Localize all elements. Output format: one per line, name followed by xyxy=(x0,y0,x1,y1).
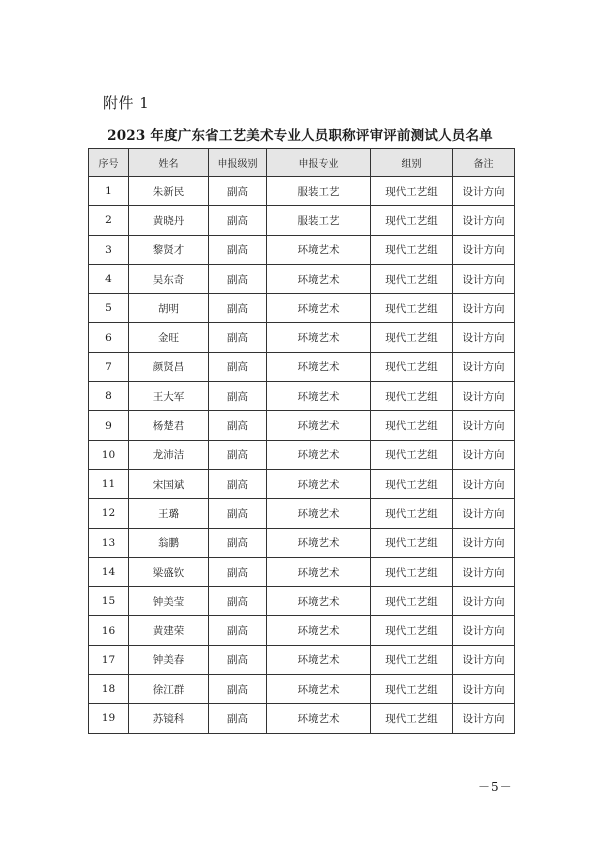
cell-remark: 设计方向 xyxy=(453,469,515,498)
cell-level: 副高 xyxy=(209,382,267,411)
cell-remark: 设计方向 xyxy=(453,557,515,586)
cell-name: 黄晓丹 xyxy=(129,206,209,235)
attachment-label: 附件 1 xyxy=(103,94,150,112)
cell-group: 现代工艺组 xyxy=(371,645,453,674)
cell-index: 16 xyxy=(89,616,129,645)
cell-group: 现代工艺组 xyxy=(371,616,453,645)
page-number: －5－ xyxy=(478,780,513,794)
cell-group: 现代工艺组 xyxy=(371,704,453,733)
table-row xyxy=(89,528,515,557)
cell-name: 苏镜科 xyxy=(129,704,209,733)
cell-specialty: 环境艺术 xyxy=(267,499,371,528)
cell-name: 龙沛洁 xyxy=(129,440,209,469)
cell-group: 现代工艺组 xyxy=(371,323,453,352)
cell-group: 现代工艺组 xyxy=(371,499,453,528)
table-row xyxy=(89,499,515,528)
cell-remark: 设计方向 xyxy=(453,323,515,352)
cell-index: 14 xyxy=(89,557,129,586)
cell-index: 15 xyxy=(89,587,129,616)
roster-table xyxy=(88,148,515,734)
table-row xyxy=(89,557,515,586)
table-row xyxy=(89,469,515,498)
table-row xyxy=(89,177,515,206)
cell-specialty: 环境艺术 xyxy=(267,587,371,616)
cell-level: 副高 xyxy=(209,177,267,206)
cell-name: 梁盛钦 xyxy=(129,557,209,586)
cell-index: 9 xyxy=(89,411,129,440)
cell-name: 黎贤才 xyxy=(129,235,209,264)
table-row xyxy=(89,382,515,411)
cell-remark: 设计方向 xyxy=(453,294,515,323)
cell-index: 7 xyxy=(89,352,129,381)
table-body xyxy=(89,177,515,734)
cell-level: 副高 xyxy=(209,352,267,381)
cell-specialty: 环境艺术 xyxy=(267,440,371,469)
cell-name: 杨楚君 xyxy=(129,411,209,440)
cell-name: 黄建荣 xyxy=(129,616,209,645)
cell-level: 副高 xyxy=(209,616,267,645)
cell-specialty: 环境艺术 xyxy=(267,675,371,704)
cell-specialty: 环境艺术 xyxy=(267,616,371,645)
cell-group: 现代工艺组 xyxy=(371,177,453,206)
cell-name: 徐江群 xyxy=(129,675,209,704)
cell-group: 现代工艺组 xyxy=(371,352,453,381)
cell-name: 胡明 xyxy=(129,294,209,323)
cell-level: 副高 xyxy=(209,264,267,293)
cell-specialty: 环境艺术 xyxy=(267,323,371,352)
cell-specialty: 环境艺术 xyxy=(267,235,371,264)
cell-level: 副高 xyxy=(209,206,267,235)
cell-name: 宋国斌 xyxy=(129,469,209,498)
cell-remark: 设计方向 xyxy=(453,704,515,733)
document-title: 2023 年度广东省工艺美术专业人员职称评审评前测试人员名单 xyxy=(107,128,493,144)
cell-specialty: 服装工艺 xyxy=(267,177,371,206)
table-header-row xyxy=(89,149,515,177)
column-header-remark: 备注 xyxy=(453,149,515,177)
cell-remark: 设计方向 xyxy=(453,411,515,440)
cell-group: 现代工艺组 xyxy=(371,587,453,616)
cell-index: 1 xyxy=(89,177,129,206)
cell-level: 副高 xyxy=(209,528,267,557)
cell-level: 副高 xyxy=(209,704,267,733)
cell-level: 副高 xyxy=(209,323,267,352)
cell-remark: 设计方向 xyxy=(453,382,515,411)
cell-remark: 设计方向 xyxy=(453,440,515,469)
cell-name: 颜贤昌 xyxy=(129,352,209,381)
cell-index: 12 xyxy=(89,499,129,528)
cell-name: 吴东奇 xyxy=(129,264,209,293)
column-header-group: 组别 xyxy=(371,149,453,177)
cell-index: 11 xyxy=(89,469,129,498)
cell-remark: 设计方向 xyxy=(453,206,515,235)
cell-remark: 设计方向 xyxy=(453,587,515,616)
cell-level: 副高 xyxy=(209,411,267,440)
cell-index: 6 xyxy=(89,323,129,352)
cell-name: 王大军 xyxy=(129,382,209,411)
cell-specialty: 环境艺术 xyxy=(267,645,371,674)
cell-specialty: 环境艺术 xyxy=(267,704,371,733)
cell-remark: 设计方向 xyxy=(453,235,515,264)
cell-level: 副高 xyxy=(209,499,267,528)
table-row xyxy=(89,264,515,293)
cell-level: 副高 xyxy=(209,469,267,498)
cell-specialty: 环境艺术 xyxy=(267,352,371,381)
cell-group: 现代工艺组 xyxy=(371,294,453,323)
cell-specialty: 服装工艺 xyxy=(267,206,371,235)
cell-level: 副高 xyxy=(209,675,267,704)
cell-group: 现代工艺组 xyxy=(371,264,453,293)
cell-index: 10 xyxy=(89,440,129,469)
cell-group: 现代工艺组 xyxy=(371,235,453,264)
cell-remark: 设计方向 xyxy=(453,499,515,528)
cell-specialty: 环境艺术 xyxy=(267,557,371,586)
cell-group: 现代工艺组 xyxy=(371,557,453,586)
cell-index: 3 xyxy=(89,235,129,264)
cell-remark: 设计方向 xyxy=(453,616,515,645)
cell-index: 8 xyxy=(89,382,129,411)
cell-group: 现代工艺组 xyxy=(371,675,453,704)
cell-specialty: 环境艺术 xyxy=(267,294,371,323)
column-header-specialty: 申报专业 xyxy=(267,149,371,177)
cell-remark: 设计方向 xyxy=(453,352,515,381)
cell-name: 朱新民 xyxy=(129,177,209,206)
cell-index: 18 xyxy=(89,675,129,704)
table-row xyxy=(89,206,515,235)
cell-name: 王璐 xyxy=(129,499,209,528)
cell-level: 副高 xyxy=(209,294,267,323)
cell-group: 现代工艺组 xyxy=(371,528,453,557)
cell-group: 现代工艺组 xyxy=(371,469,453,498)
cell-index: 5 xyxy=(89,294,129,323)
table-row xyxy=(89,645,515,674)
cell-index: 2 xyxy=(89,206,129,235)
table-row xyxy=(89,352,515,381)
cell-group: 现代工艺组 xyxy=(371,382,453,411)
cell-name: 翁鹏 xyxy=(129,528,209,557)
column-header-index: 序号 xyxy=(89,149,129,177)
cell-level: 副高 xyxy=(209,587,267,616)
table-row xyxy=(89,440,515,469)
cell-level: 副高 xyxy=(209,557,267,586)
cell-remark: 设计方向 xyxy=(453,264,515,293)
cell-group: 现代工艺组 xyxy=(371,411,453,440)
cell-level: 副高 xyxy=(209,235,267,264)
cell-specialty: 环境艺术 xyxy=(267,411,371,440)
cell-name: 钟美莹 xyxy=(129,587,209,616)
cell-index: 13 xyxy=(89,528,129,557)
table-row xyxy=(89,411,515,440)
table-row xyxy=(89,587,515,616)
cell-index: 19 xyxy=(89,704,129,733)
table-row xyxy=(89,616,515,645)
cell-specialty: 环境艺术 xyxy=(267,382,371,411)
table-row xyxy=(89,235,515,264)
table-row xyxy=(89,704,515,733)
column-header-level: 申报级别 xyxy=(209,149,267,177)
cell-level: 副高 xyxy=(209,440,267,469)
table-row xyxy=(89,294,515,323)
cell-level: 副高 xyxy=(209,645,267,674)
cell-specialty: 环境艺术 xyxy=(267,264,371,293)
cell-remark: 设计方向 xyxy=(453,528,515,557)
column-header-name: 姓名 xyxy=(129,149,209,177)
cell-group: 现代工艺组 xyxy=(371,206,453,235)
cell-group: 现代工艺组 xyxy=(371,440,453,469)
cell-specialty: 环境艺术 xyxy=(267,469,371,498)
table-row xyxy=(89,323,515,352)
cell-specialty: 环境艺术 xyxy=(267,528,371,557)
cell-remark: 设计方向 xyxy=(453,645,515,674)
cell-name: 钟美春 xyxy=(129,645,209,674)
cell-index: 17 xyxy=(89,645,129,674)
cell-name: 金旺 xyxy=(129,323,209,352)
cell-remark: 设计方向 xyxy=(453,177,515,206)
table-row xyxy=(89,675,515,704)
cell-remark: 设计方向 xyxy=(453,675,515,704)
cell-index: 4 xyxy=(89,264,129,293)
